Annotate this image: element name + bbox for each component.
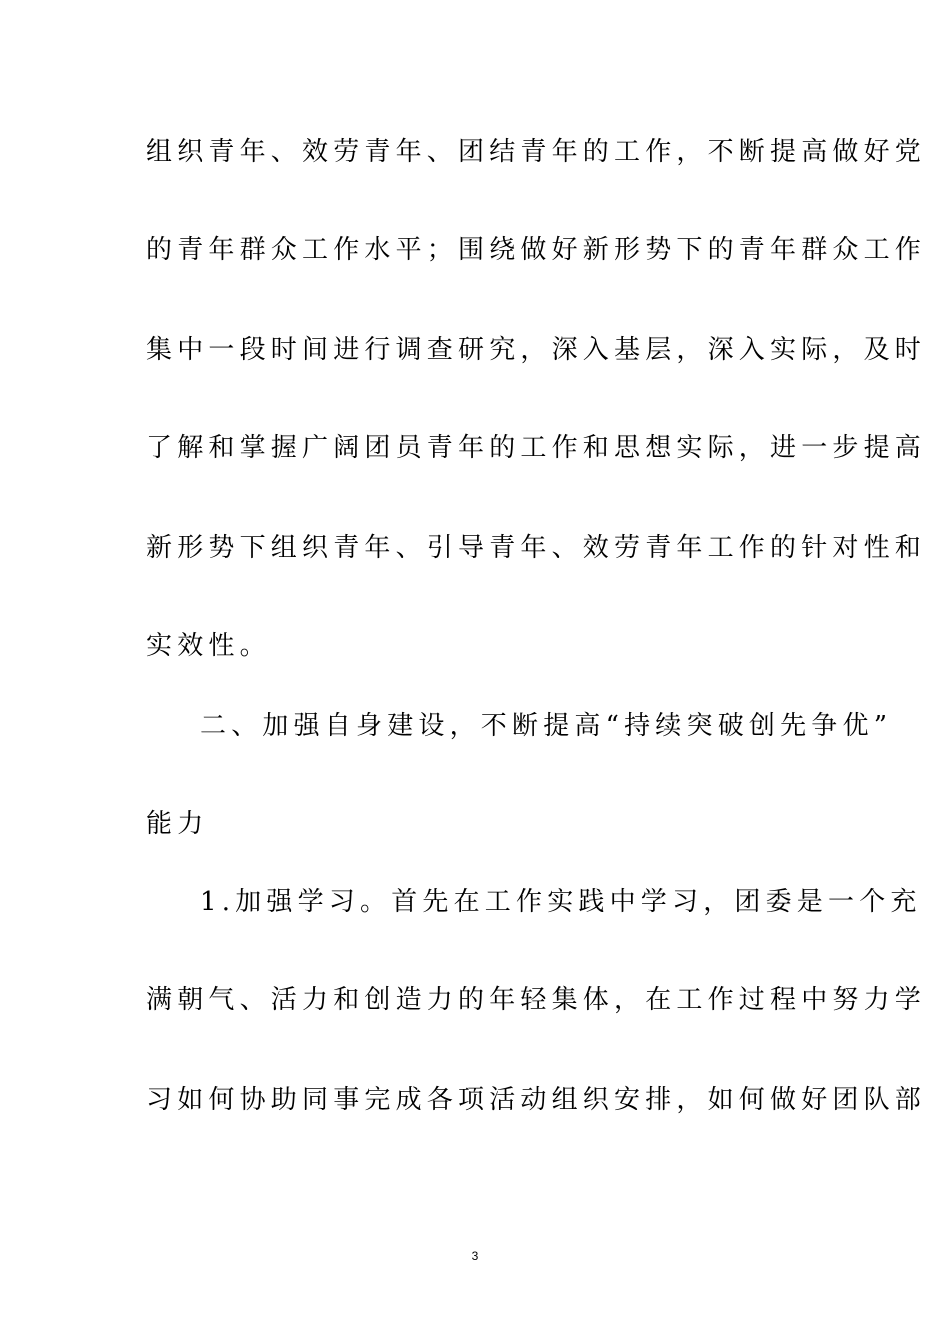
section-heading: 二、加强自身建设，不断提高“持续突破创先争优” [200, 711, 893, 741]
body-text-line: 新形势下组织青年、引导青年、效劳青年工作的针对性和 [146, 533, 927, 563]
body-text-line: 的青年群众工作水平；围绕做好新形势下的青年群众工作 [146, 235, 927, 265]
section-heading-continuation: 能力 [146, 809, 209, 839]
body-text-line: 组织青年、效劳青年、团结青年的工作，不断提高做好党 [146, 137, 927, 167]
body-text-line: 了解和掌握广阔团员青年的工作和思想实际，进一步提高 [146, 433, 927, 463]
numbered-paragraph-start: 1.加强学习。首先在工作实践中学习，团委是一个充 [200, 887, 922, 917]
body-text-line: 满朝气、活力和创造力的年轻集体，在工作过程中努力学 [146, 985, 927, 1015]
body-text-line: 集中一段时间进行调查研究，深入基层，深入实际，及时 [146, 335, 927, 365]
body-text-line: 实效性。 [146, 631, 271, 661]
body-text-line: 习如何协助同事完成各项活动组织安排，如何做好团队部 [146, 1085, 927, 1115]
page-number: 3 [471, 1249, 479, 1263]
